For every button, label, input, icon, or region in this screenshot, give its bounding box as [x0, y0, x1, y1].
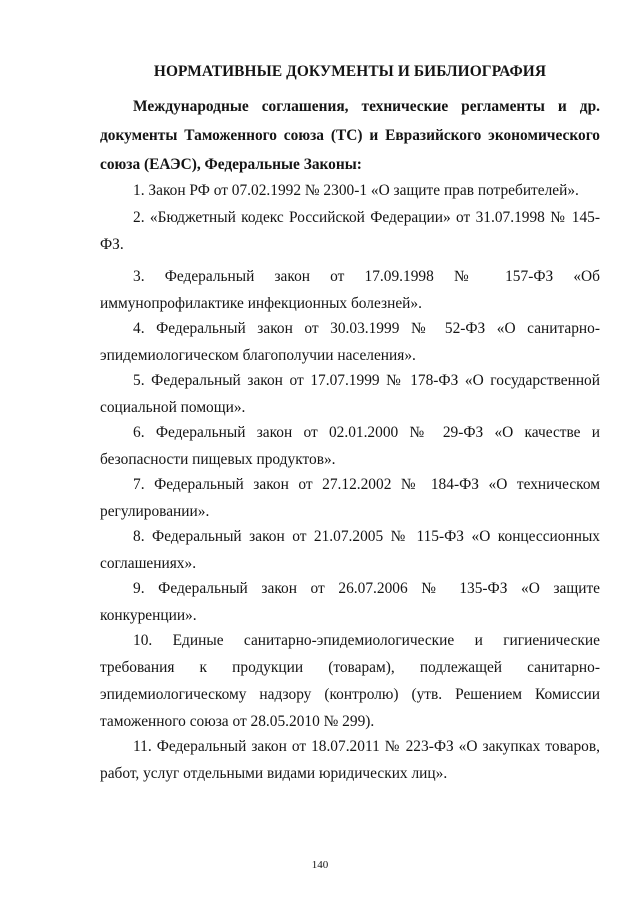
- bibliography-entry-1: [100, 177, 600, 204]
- bibliography-entry-10: [100, 627, 600, 735]
- entry-text: Федеральный закон от 17.09.1998 № 157-ФЗ «Об иммунопрофилактике инфекционных болезней».: [100, 268, 600, 312]
- bibliography-entry-3: [100, 263, 600, 317]
- bibliography-entry-2: [100, 204, 600, 258]
- entry-text: Федеральный закон от 30.03.1999 № 52-ФЗ «О санитарно-эпидемиологическом благополучии населения».: [100, 320, 600, 364]
- entry-text: Федеральный закон от 02.01.2000 № 29-ФЗ «О качестве и безопасности пищевых продуктов».: [100, 424, 600, 468]
- entry-number: 9.: [133, 580, 145, 597]
- entry-text: Федеральный закон от 26.07.2006 № 135-ФЗ «О защите конкуренции».: [100, 580, 600, 624]
- entry-number: 8.: [133, 528, 145, 545]
- entry-number: 11.: [133, 738, 152, 755]
- entry-text: «Бюджетный кодекс Российской Федерации» от 31.07.1998 № 145-ФЗ.: [100, 209, 600, 253]
- entry-number: 7.: [133, 476, 145, 493]
- entry-text: Закон РФ от 07.02.1992 № 2300-1 «О защите прав потребителей».: [148, 182, 579, 199]
- entry-number: 10.: [133, 632, 153, 649]
- bibliography-entry-7: [100, 471, 600, 525]
- bibliography-entry-6: [100, 419, 600, 473]
- bibliography-entry-8: [100, 523, 600, 577]
- entry-number: 1.: [133, 182, 145, 199]
- bibliography-entry-9: [100, 575, 600, 629]
- page-number: 140: [311, 859, 329, 871]
- bibliography-entry-5: [100, 367, 600, 421]
- entry-text: Федеральный закон от 21.07.2005 № 115-ФЗ «О концессионных соглашениях».: [100, 528, 600, 572]
- entry-text: Федеральный закон от 18.07.2011 № 223-ФЗ «О закупках товаров, работ, услуг отдельными видами юридических лиц».: [100, 738, 600, 782]
- entry-number: 5.: [133, 372, 145, 389]
- entry-text: Федеральный закон от 27.12.2002 № 184-ФЗ «О техническом регулировании».: [100, 476, 600, 520]
- bibliography-entry-11: [100, 733, 600, 787]
- entry-number: 4.: [133, 320, 145, 337]
- entry-number: 2.: [133, 209, 145, 226]
- bibliography-entry-4: [100, 315, 600, 369]
- intro-paragraph: Международные соглашения, технические регламенты и др. документы Таможенного союза (ТС) и Евразийского экономического союза (ЕАЭС), Федеральные Законы:: [100, 98, 600, 173]
- entry-number: 6.: [133, 424, 145, 441]
- entry-text: Федеральный закон от 17.07.1999 № 178-ФЗ «О государственной социальной помощи».: [100, 372, 600, 416]
- page-title: НОРМАТИВНЫЕ ДОКУМЕНТЫ И БИБЛИОГРАФИЯ: [153, 63, 547, 80]
- entry-number: 3.: [133, 268, 145, 285]
- entry-text: Единые санитарно-эпидемиологические и гигиенические требования к продукции (товарам), подлежащей санитарно-эпидемиологическому надзору (контролю) (утв. Решением Комиссии таможенного союза от 28.05.2010 № 299).: [100, 632, 600, 730]
